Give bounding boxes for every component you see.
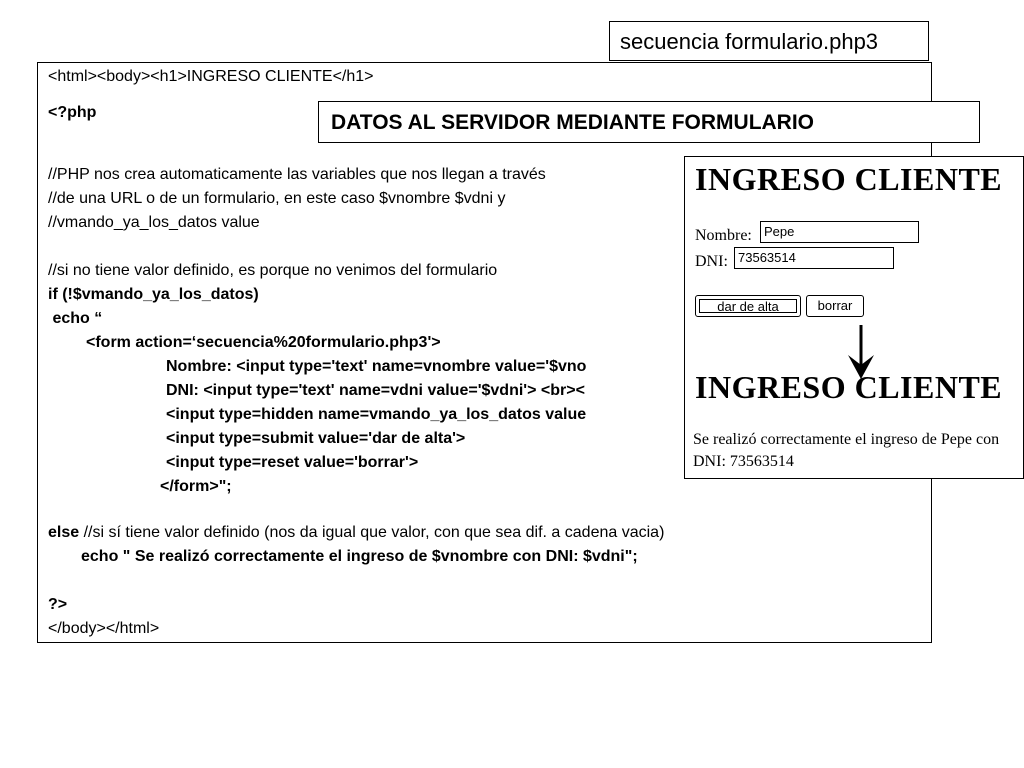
code-keyword-else: else	[48, 524, 80, 541]
code-line-html-close: </body></html>	[48, 620, 160, 637]
code-line-form-close: </form>";	[160, 478, 232, 495]
code-line-comment-2: //de una URL o de un formulario, en este caso $vnombre $vdni y	[48, 190, 506, 207]
slide-title: secuencia formulario.php3	[609, 21, 929, 61]
code-line-php-close: ?>	[48, 596, 68, 613]
code-line-comment-3: //vmando_ya_los_datos value	[48, 214, 260, 231]
code-line-comment-1: //PHP nos crea automaticamente las variables que nos llegan a través	[48, 166, 546, 183]
code-comment-else: //si sí tiene valor definido (nos da igual que valor, con que sea dif. a cadena vacia)	[79, 524, 665, 541]
code-line-else	[48, 523, 664, 543]
preview-nombre-field[interactable]: Pepe	[760, 221, 919, 243]
code-line-echo-result: echo " Se realizó correctamente el ingreso de $vnombre con DNI: $vdni";	[81, 548, 638, 565]
preview-submit-button[interactable]	[695, 295, 801, 317]
code-line-html-open: <html><body><h1>INGRESO CLIENTE</h1>	[48, 68, 374, 85]
code-line-comment-4: //si no tiene valor definido, es porque no venimos del formulario	[48, 262, 498, 279]
code-line-nombre-input: Nombre: <input type='text' name=vnombre value='$vno	[166, 358, 587, 375]
preview-result-line-1: Se realizó correctamente el ingreso de Pepe con	[693, 431, 1000, 448]
code-line-if: if (!$vmando_ya_los_datos)	[48, 286, 259, 303]
code-line-echo: echo “	[48, 310, 103, 327]
code-line-reset-input: <input type=reset value='borrar'>	[166, 454, 419, 471]
code-line-php-open: <?php	[48, 104, 97, 121]
browser-preview	[684, 156, 1024, 479]
preview-dni-field[interactable]: 73563514	[734, 247, 894, 269]
code-line-hidden-input: <input type=hidden name=vmando_ya_los_datos value	[166, 406, 587, 423]
code-line-form-open: <form action=‘secuencia%20formulario.php3'>	[86, 334, 441, 351]
preview-submit-label: dar de alta	[699, 299, 797, 313]
preview-reset-button[interactable]: borrar	[806, 295, 864, 317]
code-line-dni-input: DNI: <input type='text' name=vdni value='$vdni'> <br><	[166, 382, 585, 399]
preview-dni-label: DNI:	[695, 253, 728, 270]
code-line-submit-input: <input type=submit value='dar de alta'>	[166, 430, 466, 447]
preview-nombre-label: Nombre:	[695, 227, 752, 244]
preview-heading-result: INGRESO CLIENTE	[695, 369, 1003, 405]
preview-heading-form: INGRESO CLIENTE	[695, 161, 1003, 197]
preview-result-line-2: DNI: 73563514	[693, 453, 794, 470]
banner-title: DATOS AL SERVIDOR MEDIANTE FORMULARIO	[318, 101, 980, 143]
